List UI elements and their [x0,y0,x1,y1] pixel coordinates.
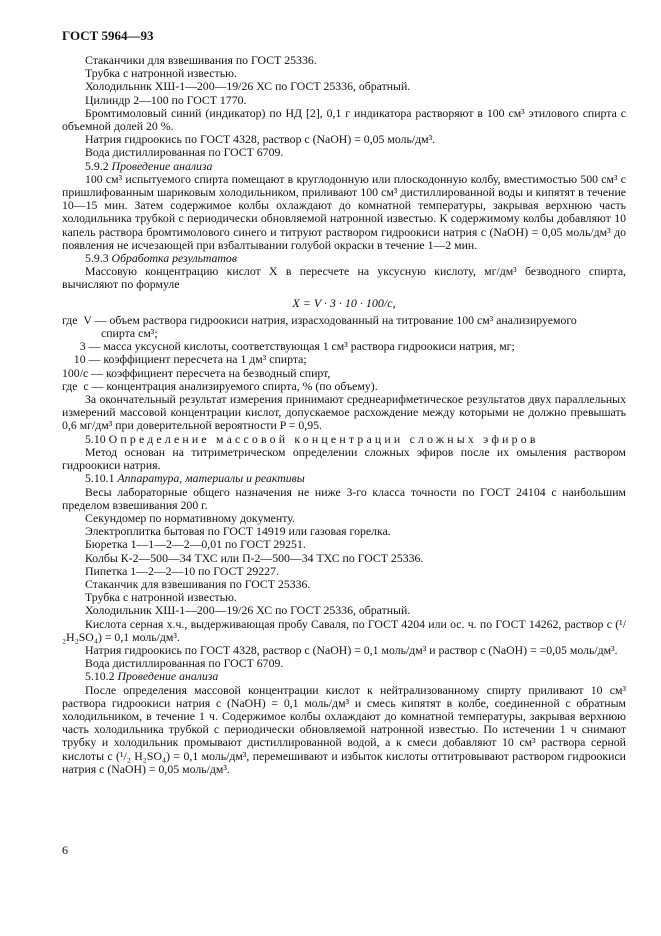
section-number: 5.10.2 [85,669,115,684]
list-item: Холодильник ХШ-1—200—19/26 ХС по ГОСТ 25336, обратный. [85,603,411,618]
definition-text: коэффициент пересчета на безводный спирт, [105,365,331,380]
definition-key: 10 — [62,352,101,367]
list-item: Кислота серная х.ч., выдерживающая пробу Саваля, по ГОСТ 4204 или ос. ч. по ГОСТ 14262, раствор c (¹/₂H₂SO₄) = 0,1 моль/дм³. [62,616,626,644]
section-title: Обработка результатов [111,251,237,266]
list-item: Бромтимоловый синий (индикатор) по НД [2], 0,1 г индикатора растворяют в 100 см³ этилового спирта с объемной долей 20 %. [62,105,626,134]
definition-key: 100/c — [62,365,103,380]
paragraph: Массовую концентрацию кислот X в пересчете на уксусную кислоту, мг/дм³ безводного спирта, вычисляют по формуле [62,264,626,292]
definition-text: коэффициент пересчета на 1 дм³ спирта; [103,352,307,367]
section-heading-5-10 [62,433,626,446]
list-item: Холодильник ХШ-1—200—19/26 ХС по ГОСТ 25336, обратный. [85,79,411,94]
page-number: 6 [62,843,68,857]
section-title: Аппаратура, материалы и реактивы [117,471,305,486]
formula: X = V · 3 · 10 · 100/c, [292,295,396,310]
paragraph: Метод основан на титриметрическом определении сложных эфиров после их омыления раствором гидроокиси натрия. [62,444,626,473]
definition-key: где V — [62,312,107,327]
definition-key: где c — [62,378,104,393]
paragraph: 100 см³ испытуемого спирта помещают в круглодонную или плоскодонную колбу, вместимостью 500 см³ с пришлифованным шариковым холодильником, приливают 100 см³ дистиллированной воды и кипятят в течение 10—15 мин. Затем содержимое колбы охлаждают до комнатной температуры, закрывая верхнюю часть холодильника трубкой с периодически обновляемой натронной известью. К содержимому колбы добавляют 10 капель раствора бромтимолового синего и титруют раствором гидроокиси натрия c (NaOH) = 0,05 моль/дм³ до появления не исчезающей при взбалтывании голубой окраски в течение 1—2 мин. [62,171,626,252]
section-number: 5.10 [85,431,106,446]
paragraph: За окончательный результат измерения принимают среднеарифметическое результатов двух параллельных измерений массовой концентрации кислот, допускаемое расхождение между которыми не должно превышать 0,6 мг/дм³ при доверительной вероятности P = 0,95. [62,392,626,433]
list-item: Электроплитка бытовая по ГОСТ 14919 или газовая горелка. [85,524,391,539]
section-title: Определение массовой концентрации сложных эфиров [108,431,539,446]
list-item: Натрия гидроокись по ГОСТ 4328, раствор c (NaOH) = 0,05 моль/дм³. [85,132,436,147]
section-number: 5.9.3 [85,251,109,266]
list-item: Стаканчики для взвешивания по ГОСТ 25336. [85,53,317,67]
section-heading-5-10-2 [62,670,626,683]
section-heading-5-9-2 [62,160,626,173]
list-item: Трубка с натронной известью. [85,66,237,81]
list-item: Вода дистиллированная по ГОСТ 6709. [85,145,284,160]
definition-item [62,353,626,366]
list-item: Цилиндр 2—100 по ГОСТ 1770. [85,92,247,107]
list-item: Натрия гидроокись по ГОСТ 4328, раствор c (NaOH) = 0,1 моль/дм³ и раствор c (NaOH) = =0,05 моль/дм³. [85,642,618,657]
definition-text: объем раствора гидроокиси натрия, израсходованный на титрование 100 см³ анализируемого [109,312,577,327]
section-title: Проведение анализа [111,158,213,173]
paragraph: После определения массовой концентрации кислот к нейтрализованному спирту приливают 10 см³ раствора гидроокиси натрия c (NaOH) = 0,1 моль/дм³ и смесь кипятят в колбе, соединенной с обратным холодильником, в течение 1 ч. Содержимое колбы охлаждают до комнатной температуры, закрывая верхнюю часть холодильника трубкой с периодически обновляемой натронной известью. По истечении 1 ч снимают трубку и холодильник промывают дистиллированной водой, а к смеси добавляют 10 см³ раствора серной кислоты c (¹/₂ H₂SO₄) = 0,1 моль/дм³, перемешивают и избыток кислоты оттитровывают раствором гидроокиси натрия c (NaOH) = 0,05 моль/дм³. [62,682,626,776]
definition-text: концентрация анализируемого спирта, % (по объему). [106,378,378,393]
document-header: ГОСТ 5964—93 [62,28,154,43]
list-item: Стаканчик для взвешивания по ГОСТ 25336. [85,576,311,591]
definition-continuation: спирта см³; [101,326,158,341]
section-number: 5.9.2 [85,158,109,173]
list-item: Бюретка 1—1—2—2—0,01 по ГОСТ 29251. [85,537,306,552]
page-body [62,54,626,776]
list-item: Весы лабораторные общего назначения не ниже 3-го класса точности по ГОСТ 24104 с наибольшим пределом взвешивания 200 г. [62,484,626,512]
list-item: Пипетка 1—2—2—10 по ГОСТ 29227. [85,563,279,578]
section-title: Проведение анализа [117,669,219,684]
definition-item [62,367,626,380]
list-item: Колбы К-2—500—34 ТХС или П-2—500—34 ТХС по ГОСТ 25336. [85,550,424,565]
list-item: Трубка с натронной известью. [85,590,237,605]
section-heading-5-10-1 [62,472,626,485]
definition-key: 3 — [62,339,101,354]
definition-text: масса уксусной кислоты, соответствующая 1 см³ раствора гидроокиси натрия, мг; [103,339,515,354]
list-item: Секундомер по нормативному документу. [85,510,295,525]
section-number: 5.10.1 [85,471,115,486]
list-item: Вода дистиллированная по ГОСТ 6709. [85,656,284,671]
